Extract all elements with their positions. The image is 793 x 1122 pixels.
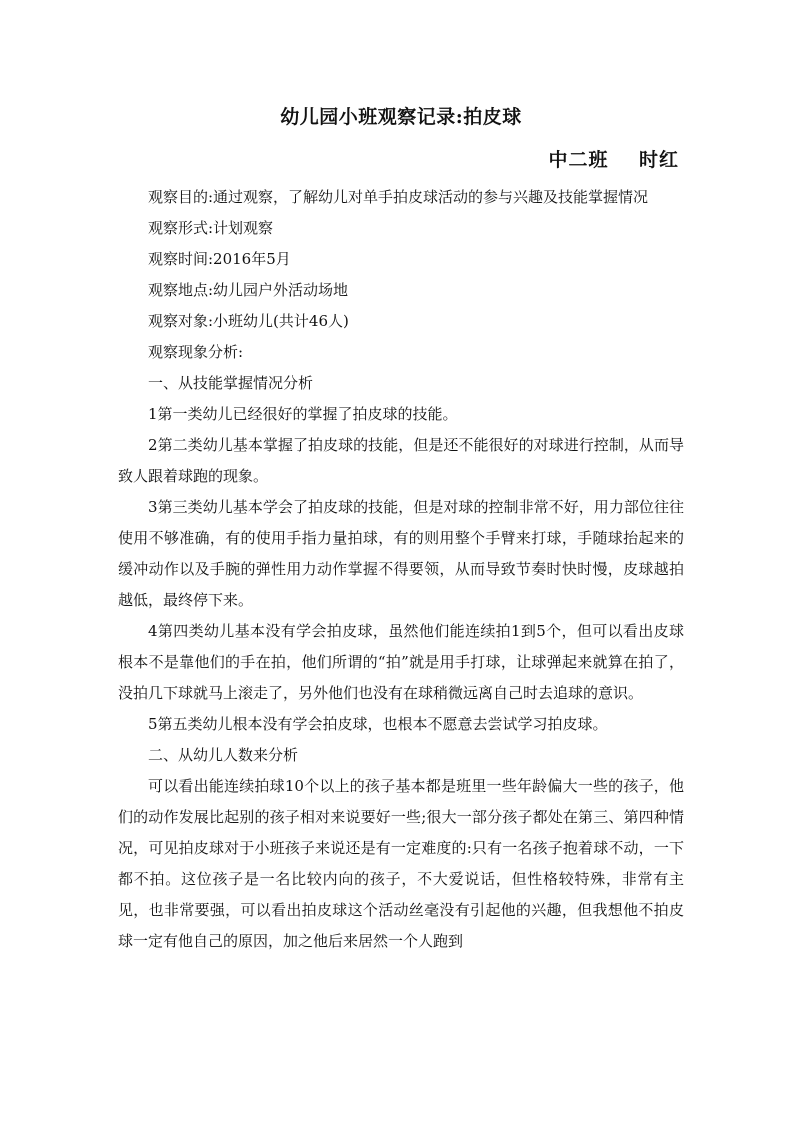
paragraph-form: 观察形式:计划观察 xyxy=(148,219,274,237)
paragraph-count-analysis: 可以看出能连续拍球10个以上的孩子基本都是班里一些年龄偏大一些的孩子，他们的动作发展比起别的孩子相对来说要好一些;很大一部分孩子都处在第三、第四种情况，可见拍皮球对于小班孩子来说还是有一定难度的:只有一名孩子抱着球不动，一下都不拍。这位孩子是一名比较内向的孩子，不大爱说话，但性格较特殊，非常有主见，也非常要强，可以看出拍皮球这个活动丝毫没有引起他的兴趣，但我想他不拍皮球一定有他自己的原因，加之他后来居然一个人跑到 xyxy=(118,777,684,950)
document-author: 中二班 时红 xyxy=(548,149,679,171)
paragraph-place: 观察地点:幼儿园户外活动场地 xyxy=(148,281,349,299)
paragraph-time: 观察时间:2016年5月 xyxy=(148,250,291,268)
section-heading-count: 二、从幼儿人数来分析 xyxy=(148,746,299,764)
paragraph-type-5: 5第五类幼儿根本没有学会拍皮球，也根本不愿意去尝试学习拍皮球。 xyxy=(148,715,608,733)
document-body xyxy=(118,182,684,957)
paragraph-type-1: 1第一类幼儿已经很好的掌握了拍皮球的技能。 xyxy=(148,405,458,423)
document-title: 幼儿园小班观察记录:拍皮球 xyxy=(280,106,522,128)
paragraph-subject: 观察对象:小班幼儿(共计46人) xyxy=(148,312,349,330)
paragraph-type-2: 2第二类幼儿基本掌握了拍皮球的技能，但是还不能很好的对球进行控制，从而导致人跟着球跑的现象。 xyxy=(118,436,684,485)
paragraph-type-3: 3第三类幼儿基本学会了拍皮球的技能，但是对球的控制非常不好，用力部位往往使用不够准确，有的使用手指力量拍球，有的则用整个手臂来打球，手随球抬起来的缓冲动作以及手腕的弹性用力动作掌握不得要领，从而导致节奏时快时慢，皮球越拍越低，最终停下来。 xyxy=(118,498,684,609)
section-heading-skill: 一、从技能掌握情况分析 xyxy=(148,374,314,392)
paragraph-analysis-heading: 观察现象分析: xyxy=(148,343,244,361)
paragraph-purpose: 观察目的:通过观察，了解幼儿对单手拍皮球活动的参与兴趣及技能掌握情况 xyxy=(148,188,649,206)
paragraph-type-4: 4第四类幼儿基本没有学会拍皮球，虽然他们能连续拍1到5个，但可以看出皮球根本不是靠他们的手在拍，他们所谓的“拍”就是用手打球，让球弹起来就算在拍了，没拍几下球就马上滚走了，另外他们也没有在球稍微远离自己时去追球的意识。 xyxy=(118,622,684,702)
